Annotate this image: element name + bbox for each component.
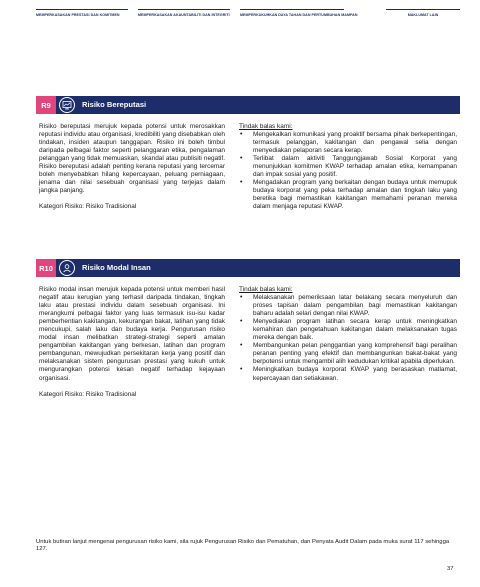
nav-tab-daya-tahan[interactable]: MEMPERKUKUHKAN DAYA TAHAN DAN PERTUMBUHAN MAMPAN (240, 9, 344, 23)
nav-tab-prestasi[interactable]: MEMPERKASAKAN PRESTASI DAN KOMITMEN (36, 9, 128, 23)
response-heading: Tindak balas kami: (239, 123, 293, 130)
risk-description-column (39, 286, 225, 399)
section-title: Risiko Bereputasi (82, 100, 147, 109)
risk-section-r10 (36, 259, 460, 399)
reputation-chart-icon (59, 97, 75, 113)
response-list (239, 131, 457, 211)
risk-category: Kategori Risiko: Risiko Tradisional (39, 203, 137, 211)
risk-section-r9 (36, 96, 460, 212)
section-header (36, 259, 460, 277)
person-circle-icon (59, 260, 75, 276)
top-navigation (36, 9, 460, 23)
list-item: • Melaksanakan pemeriksaan latar belakang secara menyeluruh dan proses tapisan dalam pengambilan bagi memastikan kakitangan baharu adalah selari dengan nilai KWAP. (239, 294, 457, 318)
page-number: 37 (447, 566, 454, 572)
list-item: • Mengekalkan komunikasi yang proaktif bersama pihak berkepentingan, termasuk pelanggan, kakitangan dan pengawal selia dengan menyediakan pelaporan secara kerap. (239, 131, 457, 155)
nav-tab-akauntabiliti[interactable]: MEMPERKASAKAN AKAUNTABILITI DAN INTEGRITI (138, 9, 230, 23)
list-item: • Menyediakan program latihan secara kerap untuk meningkatkan kemahiran dan pengetahuan kakitangan dalam melaksanakan tugas mereka dengan baik. (239, 318, 457, 342)
list-item: • Mengadakan program yang berkaitan dengan budaya untuk memupuk budaya korporat yang peka terhadap amalan dan tingkah laku yang beretika bagi memastikan kakitangan memahami peranan mereka dalam menjaga reputasi KWAP. (239, 179, 457, 211)
section-body (36, 114, 460, 212)
risk-description: Risiko bereputasi merujuk kepada potensi untuk merosakkan reputasi individu atau organisasi, kredibiliti yang disebabkan oleh tindakan, insiden ataupun tanggapan. Risiko ini boleh timbul daripada pelbagai faktor seperti pelanggaran etika, pengalaman pelanggan yang tidak memuaskan, skandal atau publisiti negatif. Risiko bereputasi adalah penting kerana reputasi yang tercemar boleh menyebabkan hilang kepercayaan, peluang perniagaan, jenama dan nilai sesebuah organisasi yang terjejas dalam jangka panjang. (39, 123, 225, 195)
list-item: • Meningkatkan budaya korporat KWAP yang berasaskan matlamat, kepercayaan dan setiakawan. (239, 366, 457, 382)
footnote: Untuk butiran lanjut mengenai pengurusan risiko kami, sila rujuk Pengurusan Risiko dan Pematuhan, dan Penyata Audit Dalam pada muka surat 117 sehingga 127. (36, 539, 450, 553)
nav-tab-maklumat-lain[interactable]: MAKLUMAT LAIN (386, 9, 460, 23)
response-heading: Tindak balas kami: (239, 286, 293, 293)
risk-description: Risiko modal insan merujuk kepada potensi untuk memberi hasil negatif atau kerugian yang terhasil daripada tindakan, tingkah laku atau prestasi individu dalam sesebuah organisasi. Ini merangkumi pelbagai faktor yang luas termasuk isu-isu kadar pemberhentian kakitangan, kekurangan bakat, latihan yang tidak mencukupi, salah laku dan budaya kerja. Pengurusan risiko modal insan melibatkan strategi-strategi seperti amalan pengambilan kakitangan yang berkesan, latihan dan program pembangunan, mewujudkan persekitaran kerja yang positif dan melaksanakan sistem pengurusan prestasi yang kukuh untuk mengurangkan potensi kesan negatif terhadap kejayaan organisasi. (39, 286, 225, 382)
response-column (239, 123, 457, 212)
section-header (36, 96, 460, 114)
response-column (239, 286, 457, 399)
list-item: • Terlibat dalam aktiviti Tanggungjawab Sosial Korporat yang menunjukkan komitmen KWAP terhadap amalan etika, kemampanan dan impak sosial yang positif. (239, 155, 457, 179)
section-title: Risiko Modal Insan (82, 263, 151, 272)
list-item: • Membangunkan pelan penggantian yang komprehensif bagi peralihan peranan penting yang efektif dan membangunkan bakat-bakat yang berpotensi untuk mengambil alih kedudukan kritikal apabila diperlukan. (239, 342, 457, 366)
risk-code-badge: R10 (36, 259, 56, 277)
response-list (239, 294, 457, 383)
risk-category: Kategori Risiko: Risiko Tradisional (39, 390, 137, 398)
risk-code-badge: R9 (36, 96, 56, 114)
risk-description-column (39, 123, 225, 212)
section-body (36, 277, 460, 399)
